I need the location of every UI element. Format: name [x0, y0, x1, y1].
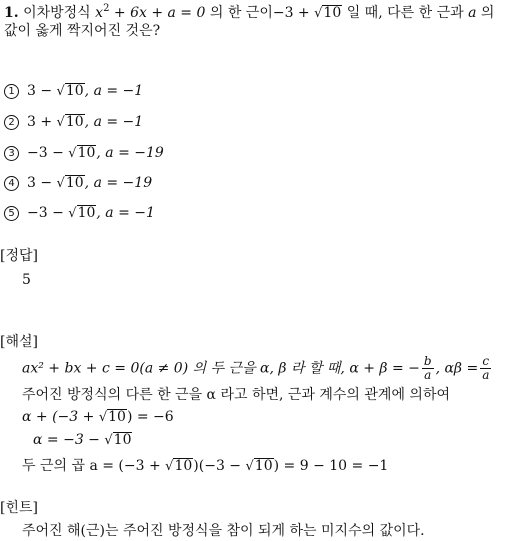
root-pre: −3 + — [272, 5, 310, 21]
question-prefix: 이차방정식 — [23, 5, 91, 21]
solution-label: [해설] — [0, 334, 38, 350]
question-line-1 — [4, 4, 494, 23]
choice-5[interactable] — [4, 204, 155, 223]
vieta-mid: , αβ = — [435, 360, 479, 377]
choice-post: , a = −1 — [84, 83, 144, 99]
sqrt-ten: √10 — [165, 458, 193, 474]
choice-number: 2 — [4, 115, 19, 130]
choice-number: 4 — [4, 176, 19, 191]
question-suffix-2: 의 — [480, 5, 495, 21]
sqrt-ten: √10 — [245, 458, 273, 474]
hint-text: 주어진 해(근)는 주어진 방정식을 참이 되게 하는 미지수의 값이다. — [22, 523, 425, 539]
solution-line-4: α = −3 − √10 — [33, 432, 132, 448]
solution-line-5: 두 근의 곱 a = (−3 + √10)(−3 − √10) = 9 − 10 = −1 — [22, 458, 389, 474]
choice-3[interactable] — [4, 144, 164, 163]
choice-number: 1 — [4, 84, 19, 99]
question-number: 1. — [4, 5, 19, 21]
equation-rest: + 6x + a = 0 — [113, 5, 206, 21]
question-suffix: 일 때, 다른 한 근과 — [346, 5, 464, 21]
choice-pre: −3 − — [27, 145, 64, 161]
choice-pre: 3 + — [27, 114, 53, 130]
choice-post: , a = −1 — [96, 205, 155, 221]
fraction-b-over-a: $\frac{b}{a}$ — [423, 354, 432, 382]
answer-value: 5 — [22, 272, 31, 288]
solution-line-2: 주어진 방정식의 다른 한 근을 α 라고 하면, 근과 계수의 관계에 의하여 — [22, 387, 451, 403]
fraction-c-over-a: $\frac{c}{a}$ — [482, 354, 490, 382]
choice-pre: 3 − — [27, 175, 53, 191]
choice-post: , a = −19 — [84, 175, 153, 191]
choice-pre: 3 − — [27, 83, 53, 99]
choice-post: , a = −19 — [96, 145, 164, 161]
hint-label: [힌트] — [0, 500, 38, 516]
answer-label: [정답] — [0, 248, 38, 264]
question-middle: 의 한 근이 — [209, 5, 273, 21]
choice-number: 3 — [4, 146, 19, 161]
choice-pre: −3 − — [27, 205, 64, 221]
choice-4[interactable] — [4, 174, 152, 193]
square-sup: 2 — [103, 3, 110, 14]
sqrt-ten: √10 — [68, 145, 96, 161]
choice-post: , a = −1 — [84, 114, 144, 130]
question-line-2: 값이 옳게 짝지어진 것은? — [4, 23, 161, 39]
sqrt-ten: √10 — [56, 83, 84, 99]
solution-line-1 — [22, 355, 493, 382]
sqrt-ten: √10 — [68, 205, 96, 221]
choice-2[interactable] — [4, 113, 143, 132]
choice-number: 5 — [4, 206, 19, 221]
var-a: a — [468, 5, 477, 21]
solution-line-3: α + (−3 + √10) = −6 — [22, 409, 174, 425]
vieta-sum: ax² + bx + c = 0(a ≠ 0) 의 두 근을 α, β 라 할 때, α + β = − — [22, 360, 420, 377]
sqrt-ten: √10 — [314, 5, 342, 21]
sqrt-ten: √10 — [56, 175, 84, 191]
choice-1[interactable] — [4, 82, 143, 101]
equation-x: x — [95, 5, 104, 21]
sqrt-ten: √10 — [104, 432, 132, 448]
sqrt-ten: √10 — [56, 114, 84, 130]
sqrt-ten: √10 — [98, 409, 126, 425]
